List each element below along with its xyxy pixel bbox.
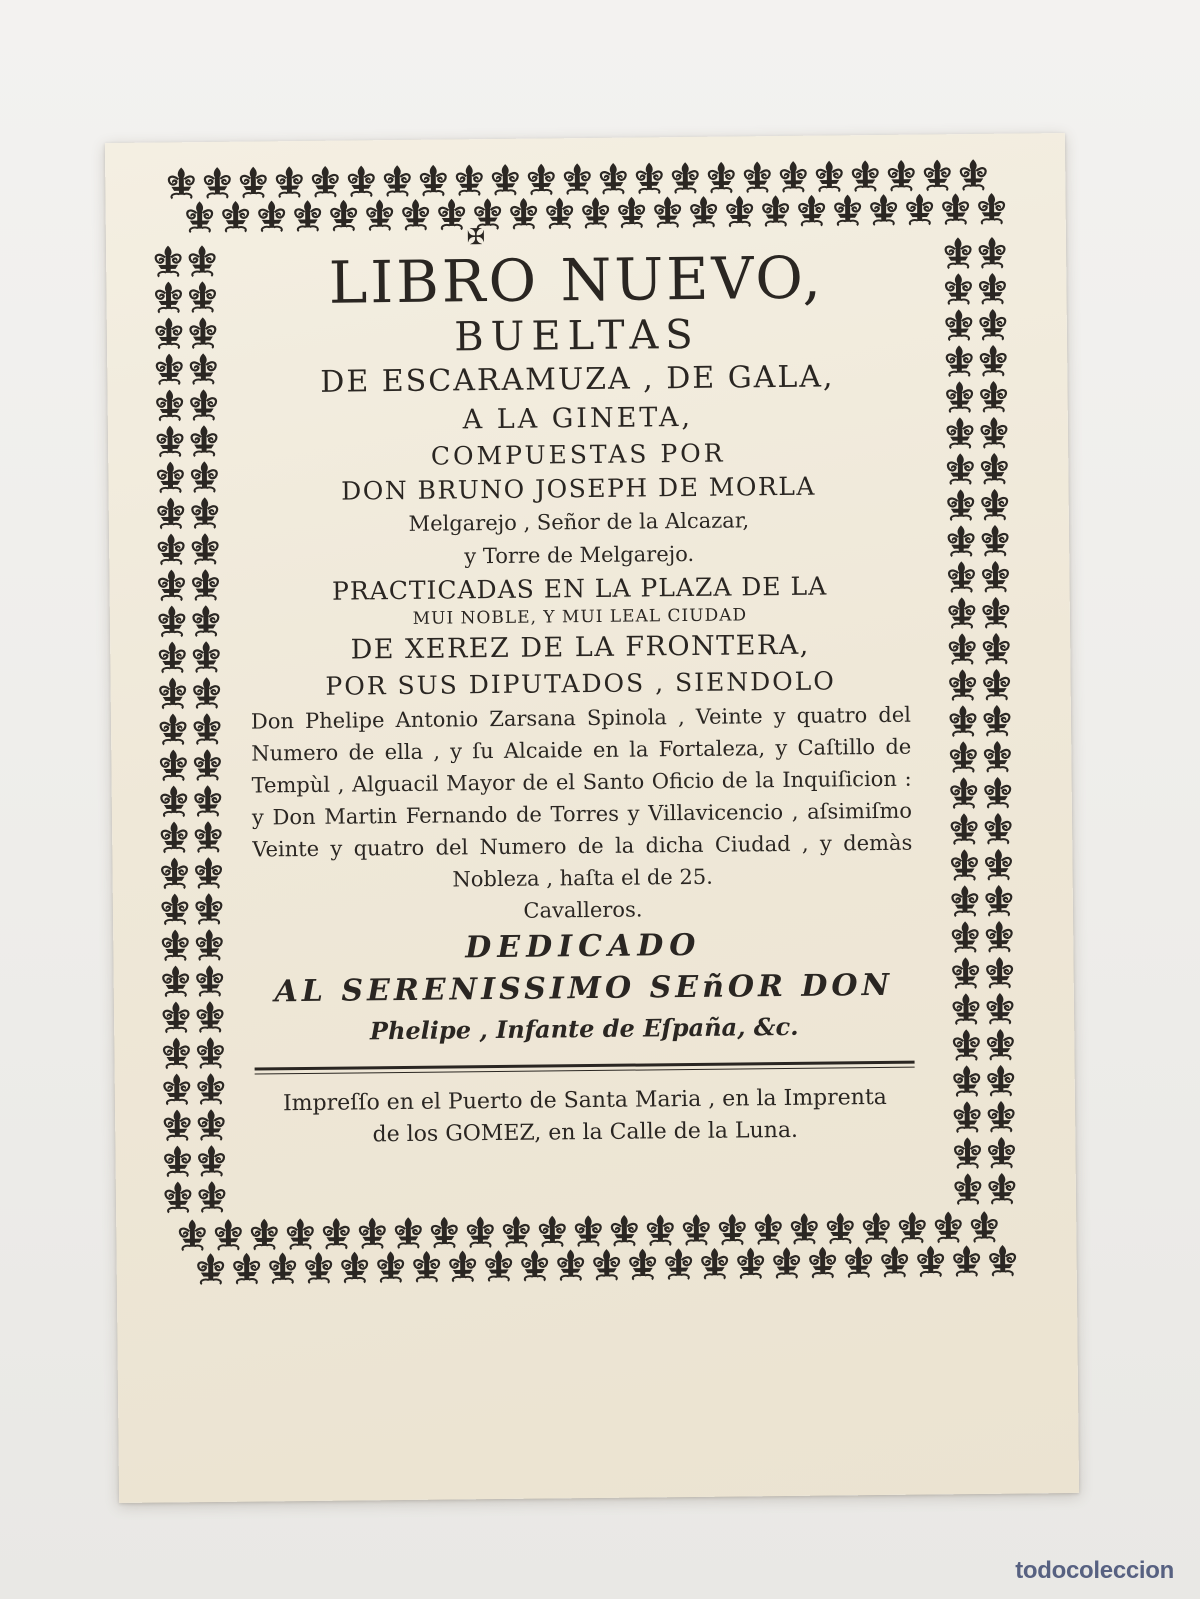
body-paragraph: Don Phelipe Antonio Zarsana Spinola , Veinte y quatro del Numero de ella , y ſu Alcaide en la Fortaleza, y Caſtillo de Tempùl , Alguacil Mayor de el Santo Oficio de la Inquiſicion : y Don Martin Fernando de Torres y Villavicencio , aſsimiſmo Veinte y quatro del Numero de la dicha Ciudad , y demàs Nobleza , haſta el de 25. [250, 702, 913, 892]
xerez-line: DE XEREZ DE LA FRONTERA, [350, 629, 810, 666]
practicadas-line: PRACTICADAS EN LA PLAZA DE LA [331, 571, 828, 606]
title-page-text [246, 223, 916, 1153]
author-name: DON BRUNO JOSEPH DE MORLA [341, 471, 817, 506]
imprint-line-1: Impreſſo en el Puerto de Santa Maria , en la Imprenta [282, 1084, 887, 1117]
watermark-logo: todocoleccion [1015, 1557, 1174, 1584]
diputados-line: POR SUS DIPUTADOS , SIENDOLO [325, 666, 836, 701]
book-subtitle: BUELTAS [454, 311, 700, 361]
author-title-2: y Torre de Melgarejo. [464, 541, 695, 569]
maltese-cross-icon: ✠ [466, 225, 486, 251]
subtitle-gineta: A LA GINETA, [462, 401, 694, 436]
dedicatee-line: Phelipe , Infante de Eſpaña, &c. [369, 1011, 799, 1046]
horizontal-rule [255, 1061, 915, 1075]
paper-sheet [105, 133, 1079, 1503]
book-title: LIBRO NUEVO, [328, 243, 825, 317]
author-title-1: Melgarejo , Señor de la Alcazar, [408, 508, 750, 536]
dedication-line: AL SERENISSIMO SEñOR DON [274, 967, 894, 1010]
compuestas-por: COMPUESTAS POR [430, 438, 726, 471]
subtitle-escaramuza: DE ESCARAMUZA , DE GALA, [320, 359, 835, 400]
mui-noble-line: MUI NOBLE, Y MUI LEAL CIUDAD [412, 605, 748, 629]
cavalleros-line: Cavalleros. [523, 897, 643, 923]
dedication-heading: DEDICADO [465, 927, 702, 966]
imprint-line-2: de los GOMEZ, en la Calle de la Luna. [372, 1117, 799, 1148]
